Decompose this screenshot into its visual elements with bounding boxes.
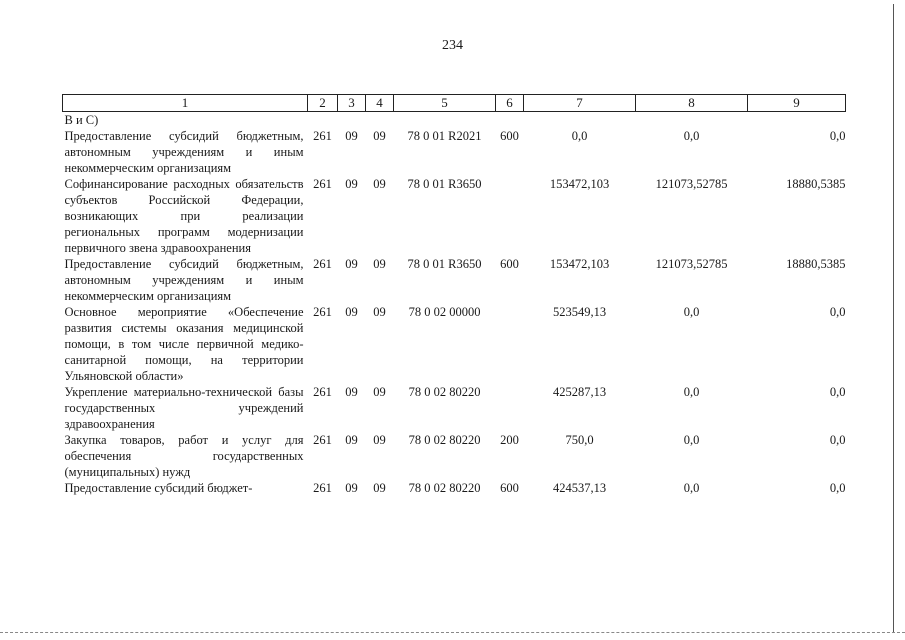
header-col-8: 8 <box>636 95 748 112</box>
row-code-6 <box>496 112 524 129</box>
row-code-6 <box>496 304 524 384</box>
row-code-4: 09 <box>373 129 386 143</box>
row-value-7: 424537,13 <box>552 481 607 495</box>
header-col-1: 1 <box>63 95 308 112</box>
row-name: Укрепление материально-технической базы государственных учреждений здравоохранения <box>64 385 304 431</box>
row-name: Предоставление субсидий бюджетным, автономным учреждениям и иным некоммерческим организациям <box>64 257 304 303</box>
table-row <box>63 384 846 432</box>
row-code-2: 261 <box>313 481 332 495</box>
row-code-6 <box>496 176 524 256</box>
table-row <box>63 432 846 480</box>
row-name: Основное мероприятие «Обеспечение развития системы оказания медицинской помощи, в том числе первичной медико-санитарной помощи, на территории Ульяновской области» <box>64 305 304 383</box>
row-code-5 <box>394 112 496 129</box>
row-value-9 <box>748 112 846 129</box>
row-value-8: 0,0 <box>683 481 700 495</box>
row-value-7: 153472,103 <box>549 177 610 191</box>
row-value-9: 0,0 <box>829 385 846 399</box>
row-code-2 <box>308 112 338 129</box>
row-code-2: 261 <box>313 257 332 271</box>
row-code-4 <box>366 112 394 129</box>
row-code-6: 200 <box>500 433 519 447</box>
table-row <box>63 176 846 256</box>
row-value-7: 425287,13 <box>552 385 607 399</box>
row-code-3: 09 <box>345 177 358 191</box>
row-name: Закупка товаров, работ и услуг для обеспечения государственных (муниципальных) нужд <box>64 433 304 479</box>
table-row <box>63 256 846 304</box>
row-code-2: 261 <box>313 433 332 447</box>
row-code-4: 09 <box>373 481 386 495</box>
header-col-3: 3 <box>338 95 366 112</box>
row-code-3 <box>338 112 366 129</box>
row-value-8 <box>636 112 748 129</box>
row-code-3: 09 <box>345 385 358 399</box>
row-code-6: 600 <box>500 257 519 271</box>
row-code-3: 09 <box>345 481 358 495</box>
row-code-4: 09 <box>373 305 386 319</box>
row-value-7: 153472,103 <box>549 257 610 271</box>
row-code-5: 78 0 02 80220 <box>408 433 481 447</box>
row-code-3: 09 <box>345 257 358 271</box>
row-code-4: 09 <box>373 433 386 447</box>
row-code-4: 09 <box>373 385 386 399</box>
row-code-5: 78 0 02 00000 <box>408 305 481 319</box>
row-code-5: 78 0 02 80220 <box>408 385 481 399</box>
table-row <box>63 304 846 384</box>
row-value-7: 523549,13 <box>552 305 607 319</box>
row-code-2: 261 <box>313 385 332 399</box>
table-row <box>63 480 846 496</box>
header-col-4: 4 <box>366 95 394 112</box>
page-edge-right <box>893 4 894 632</box>
row-name: Софинансирование расходных обязательств субъектов Российской Федерации, возникающих при реализации региональных программ модернизации первичного звена здравоохранения <box>64 177 304 255</box>
row-code-5: 78 0 01 R3650 <box>407 257 482 271</box>
row-value-8: 0,0 <box>683 305 700 319</box>
row-value-9: 0,0 <box>829 305 846 319</box>
row-name: Предоставление субсидий бюджетным, автономным учреждениям и иным некоммерческим организациям <box>64 129 304 175</box>
header-col-9: 9 <box>748 95 846 112</box>
row-value-8: 121073,52785 <box>655 177 728 191</box>
row-code-3: 09 <box>345 433 358 447</box>
row-code-4: 09 <box>373 177 386 191</box>
row-value-8: 0,0 <box>683 385 700 399</box>
row-code-6 <box>496 384 524 432</box>
row-value-7: 750,0 <box>565 433 594 447</box>
row-code-5: 78 0 01 R3650 <box>407 177 482 191</box>
row-value-8: 0,0 <box>683 129 700 143</box>
page-edge-bottom <box>0 632 905 633</box>
row-value-8: 121073,52785 <box>655 257 728 271</box>
row-code-5: 78 0 01 R2021 <box>407 129 482 143</box>
header-col-7: 7 <box>524 95 636 112</box>
row-code-6: 600 <box>500 481 519 495</box>
table-row <box>63 112 846 129</box>
row-name: Предоставление субсидий бюджет- <box>64 481 253 495</box>
row-value-9: 0,0 <box>829 481 846 495</box>
header-col-6: 6 <box>496 95 524 112</box>
row-code-4: 09 <box>373 257 386 271</box>
row-code-2: 261 <box>313 177 332 191</box>
row-code-5: 78 0 02 80220 <box>408 481 481 495</box>
row-value-7 <box>524 112 636 129</box>
header-col-5: 5 <box>394 95 496 112</box>
header-col-2: 2 <box>308 95 338 112</box>
budget-table <box>62 94 846 496</box>
page-number: 234 <box>442 38 463 53</box>
row-name: В и С) <box>64 113 99 127</box>
row-value-9: 18880,5385 <box>786 257 846 271</box>
row-code-3: 09 <box>345 129 358 143</box>
row-code-2: 261 <box>313 305 332 319</box>
table-header-row <box>63 95 846 112</box>
row-value-9: 0,0 <box>829 129 846 143</box>
row-value-8: 0,0 <box>683 433 700 447</box>
table-row <box>63 128 846 176</box>
row-value-9: 0,0 <box>829 433 846 447</box>
row-code-6: 600 <box>500 129 519 143</box>
row-code-2: 261 <box>313 129 332 143</box>
row-value-7: 0,0 <box>571 129 588 143</box>
row-code-3: 09 <box>345 305 358 319</box>
row-value-9: 18880,5385 <box>786 177 846 191</box>
